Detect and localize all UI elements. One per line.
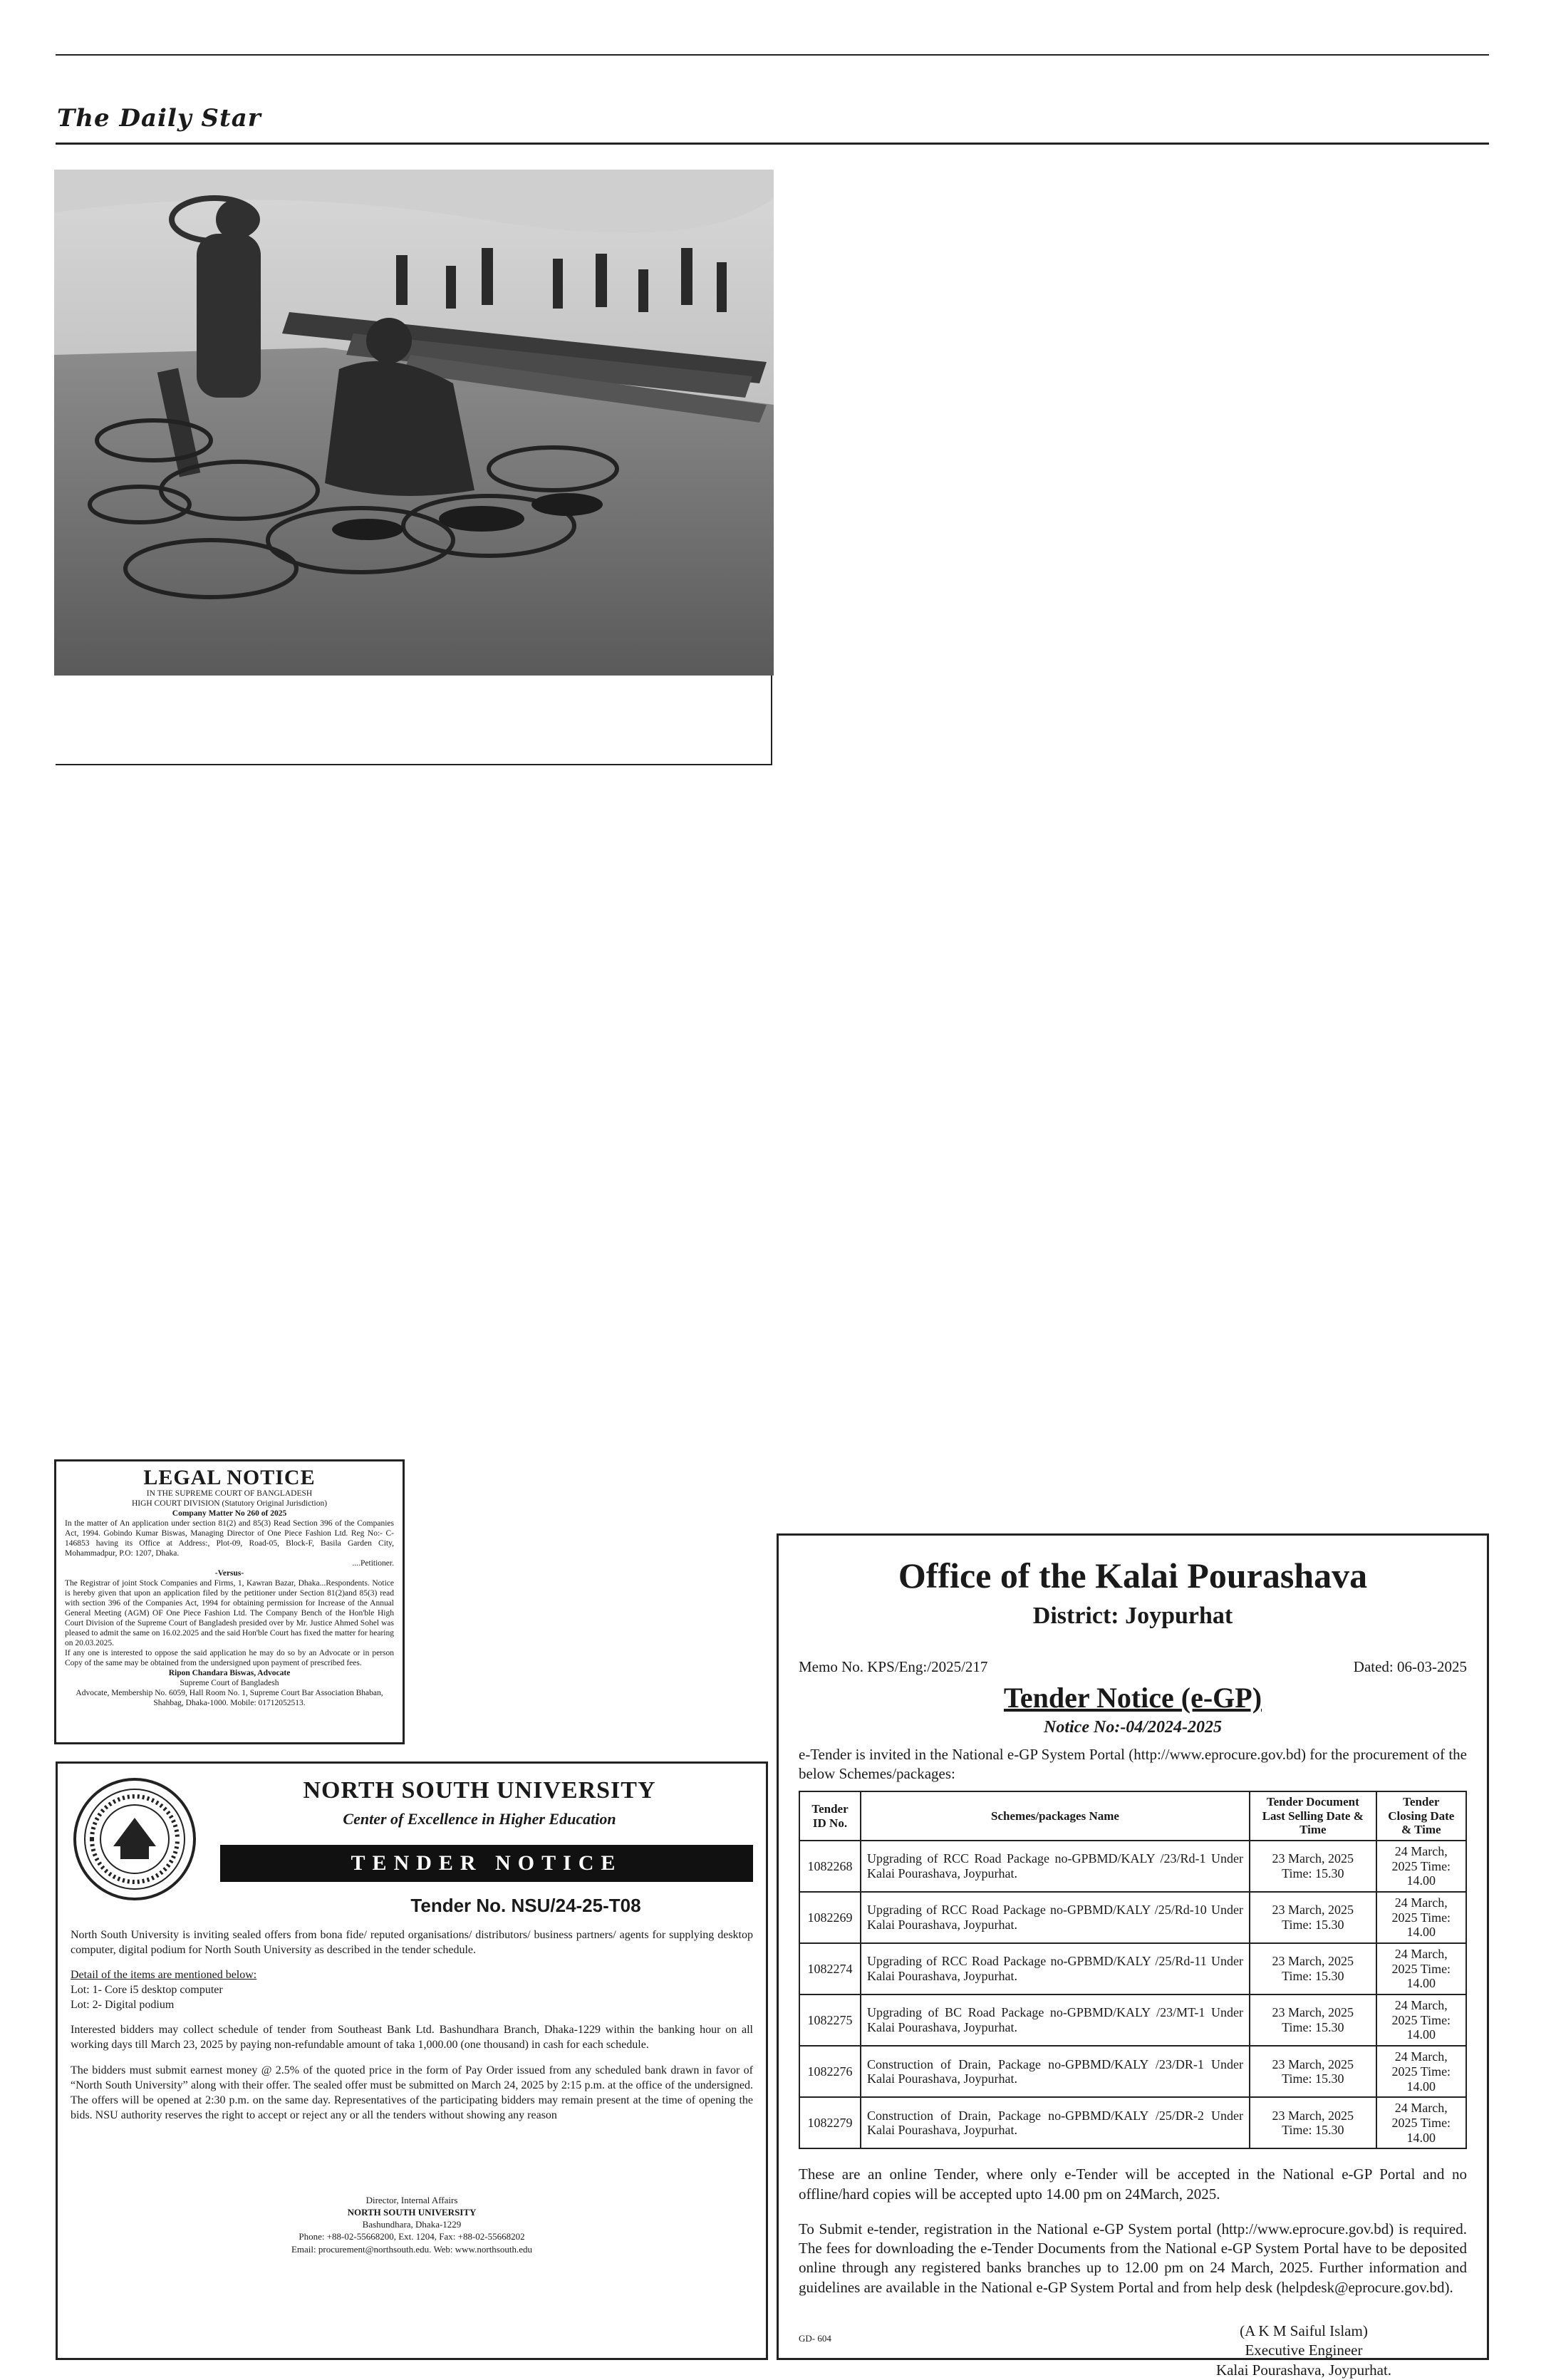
legal-versus: -Versus- <box>214 1569 244 1578</box>
kalai-tender-ad <box>777 1533 1489 2379</box>
cell-sell: 23 March, 2025 Time: 15.30 <box>1250 1994 1376 2046</box>
cell-close: 24 March, 2025 Time: 14.00 <box>1376 1943 1466 1994</box>
nsu-detail-heading: Detail of the items are mentioned below: <box>71 1969 257 1982</box>
legal-matter: Company Matter No 260 of 2025 <box>172 1509 287 1518</box>
kalai-memo: Memo No. KPS/Eng:/2025/217 <box>799 1658 988 1676</box>
kalai-date: Dated: 06-03-2025 <box>1353 1658 1467 1676</box>
kalai-para-2: To Submit e-tender, registration in the National e-GP System portal (http://www.eprocure.gov.bd) is required. The fees for downloading the e-Tender Documents from the National e-GP System Portal have to be deposited online through any registered banks branches up to 12.00 pm on 24 March, 2025. Further information and guidelines are available in the National e-GP System Portal and from help desk (helpdesk@eprocure.gov.bd). <box>799 2220 1467 2296</box>
col-closing-date: Tender Closing Date & Time <box>1376 1791 1466 1841</box>
cell-close: 24 March, 2025 Time: 14.00 <box>1376 1841 1466 1892</box>
table-row <box>799 1994 1466 2046</box>
legal-division: HIGH COURT DIVISION (Statutory Original Jurisdiction) <box>131 1499 328 1509</box>
cell-scheme: Upgrading of RCC Road Package no-GPBMD/KALY /25/Rd-10 Under Kalai Pourashava, Joypurhat. <box>861 1892 1250 1943</box>
nsu-name: NORTH SOUTH UNIVERSITY <box>303 1777 656 1804</box>
nsu-tagline: Center of Excellence in Higher Education <box>343 1809 616 1828</box>
cell-scheme: Upgrading of RCC Road Package no-GPBMD/KALY /25/Rd-11 Under Kalai Pourashava, Joypurhat. <box>861 1943 1250 1994</box>
cell-scheme: Upgrading of BC Road Package no-GPBMD/KALY /23/MT-1 Under Kalai Pourashava, Joypurhat. <box>861 1994 1250 2046</box>
nsu-footer-line-3: Bashundhara, Dhaka-1229 <box>362 2219 462 2230</box>
kalai-para-1: These are an online Tender, where only e-Tender will be accepted in the National e-GP Portal and no offline/hard copies will be accepted upto 14.00 pm on 24March, 2025. <box>799 2166 1467 2203</box>
table-row <box>799 2097 1466 2148</box>
legal-notice-title: LEGAL NOTICE <box>143 1466 316 1489</box>
table-row <box>799 1943 1466 1994</box>
cell-id: 1082276 <box>799 2046 861 2097</box>
nsu-tender-ad <box>56 1761 768 2360</box>
nsu-para-2: Interested bidders may collect schedule of tender from Southeast Bank Ltd. Bashundhara Branch, Dhaka-1229 within the banking hour on all working days till March 23, 2025 by paying non-refundable amount of taka 1,000.00 (one thousand) in cash for each schedule. <box>71 2024 753 2052</box>
cell-id: 1082279 <box>799 2097 861 2148</box>
masthead-logo: The Daily Star <box>57 104 261 133</box>
kalai-sign-title: Executive Engineer <box>1245 2342 1363 2359</box>
legal-sign-1: Ripon Chandara Biswas, Advocate <box>168 1669 291 1678</box>
kalai-sign-office: Kalai Pourashava, Joypurhat. <box>1215 2361 1392 2379</box>
cell-scheme: Upgrading of RCC Road Package no-GPBMD/KALY /23/Rd-1 Under Kalai Pourashava, Joypurhat. <box>861 1841 1250 1892</box>
kalai-office-title: Office of the Kalai Pourashava <box>898 1556 1368 1595</box>
masthead-rule <box>56 143 1489 145</box>
cell-id: 1082269 <box>799 1892 861 1943</box>
legal-para-2: The Registrar of joint Stock Companies and Firms, 1, Kawran Bazar, Dhaka...Respondents. Notice is hereby given that upon an application filed by the petitioner under Section 81(2)and 85(3) read with section 396 of the Companies Act, 1994 for obtaining permission for Increase of the Annual General Meeting (AGM) OF One Piece Fashion Ltd. The Company Bench of the Hon'ble High Court Division of the Supreme Court of Bangladesh presided over by Mr. Justice Ahmed Sohel was pleased to admit the same on 16.02.2025 and the said Hon'ble Court has fixed the matter for hearing on 20.03.2025. <box>65 1579 394 1648</box>
top-rule <box>56 54 1489 56</box>
cell-close: 24 March, 2025 Time: 14.00 <box>1376 2046 1466 2097</box>
cell-scheme: Construction of Drain, Package no-GPBMD/KALY /25/DR-2 Under Kalai Pourashava, Joypurhat. <box>861 2097 1250 2148</box>
col-selling-date: Tender Document Last Selling Date & Time <box>1250 1791 1376 1841</box>
nsu-footer <box>71 2194 753 2255</box>
cell-sell: 23 March, 2025 Time: 15.30 <box>1250 1892 1376 1943</box>
nsu-tender-band: TENDER NOTICE <box>220 1845 753 1882</box>
cell-sell: 23 March, 2025 Time: 15.30 <box>1250 1943 1376 1994</box>
cell-sell: 23 March, 2025 Time: 15.30 <box>1250 2097 1376 2148</box>
col-scheme: Schemes/packages Name <box>861 1791 1250 1841</box>
kalai-tender-table <box>799 1791 1467 2149</box>
table-row <box>799 1841 1466 1892</box>
cell-close: 24 March, 2025 Time: 14.00 <box>1376 1892 1466 1943</box>
table-row <box>799 2046 1466 2097</box>
news-photo <box>54 170 774 676</box>
nsu-footer-line-2: NORTH SOUTH UNIVERSITY <box>347 2207 477 2218</box>
nsu-lot-1: Lot: 1- Core i5 desktop computer <box>71 1984 223 1997</box>
photo-bottom-rule <box>56 764 772 765</box>
kalai-sign-name: (A K M Saiful Islam) <box>1240 2322 1368 2340</box>
legal-court: IN THE SUPREME COURT OF BANGLADESH <box>146 1489 313 1498</box>
nsu-lot-2: Lot: 2- Digital podium <box>71 1999 175 2012</box>
table-row <box>799 1892 1466 1943</box>
kalai-gd-number: GD- 604 <box>799 2333 831 2344</box>
kalai-signature-block <box>1141 2322 1467 2380</box>
nsu-footer-line-1: Director, Internal Affairs <box>365 2195 458 2206</box>
cell-sell: 23 March, 2025 Time: 15.30 <box>1250 2046 1376 2097</box>
cell-scheme: Construction of Drain, Package no-GPBMD/KALY /23/DR-1 Under Kalai Pourashava, Joypurhat. <box>861 2046 1250 2097</box>
kalai-notice-number: Notice No:-04/2024-2025 <box>1044 1718 1222 1737</box>
legal-petitioner: ....Petitioner. <box>352 1559 394 1568</box>
table-header-row <box>799 1791 1466 1841</box>
university-seal-icon <box>71 1775 199 1903</box>
legal-para-1: In the matter of An application under section 81(2) and 85(3) Read Section 396 of the Companies Act, 1994. Gobindo Kumar Biswas, Managing Director of One Piece Fashion Ltd. Reg No:- C-146853 having its Office at Address:, Plot-09, Road-05, Block-F, Basila Garden City, Mohammadpur, P.O: 1207, Dhaka. <box>65 1519 394 1558</box>
kalai-notice-title: Tender Notice (e-GP) <box>1003 1682 1262 1714</box>
legal-para-3: If any one is interested to oppose the said application he may do so by an Advocate or in person Copy of the same may be obtained from the undersigned upon payment of prescribed fees. <box>65 1649 394 1668</box>
cell-close: 24 March, 2025 Time: 14.00 <box>1376 1994 1466 2046</box>
cell-close: 24 March, 2025 Time: 14.00 <box>1376 2097 1466 2148</box>
cell-id: 1082275 <box>799 1994 861 2046</box>
col-tender-id: Tender ID No. <box>799 1791 861 1841</box>
nsu-para-3: The bidders must submit earnest money @ 2.5% of the quoted price in the form of Pay Order issued from any scheduled bank drawn in favor of “North South University” along with their offer. The sealed offer must be submitted on March 24, 2025 by 2:15 p.m. at the office of the undersigned. The offers will be opened at 2:30 p.m. on the same day. Representatives of the participating bidders may remain present at the time of opening the bids. NSU authority reserves the right to accept or reject any or all the tenders without showing any reason <box>71 2064 753 2121</box>
photo-fishermen-icon <box>54 170 774 676</box>
legal-sign-2: Supreme Court of Bangladesh <box>180 1679 279 1688</box>
nsu-para-1: North South University is inviting sealed offers from bona fide/ reputed organisations/ distributors/ business partners/ agents for supplying desktop computer, digital podium for North South University as described in the tender schedule. <box>71 1928 753 1956</box>
kalai-district: District: Joypurhat <box>1032 1603 1233 1629</box>
nsu-footer-line-4: Phone: +88-02-55668200, Ext. 1204, Fax: +88-02-55668202 <box>299 2231 525 2242</box>
legal-notice-ad <box>54 1459 405 1744</box>
nsu-footer-line-5: Email: procurement@northsouth.edu. Web: www.northsouth.edu <box>291 2243 533 2255</box>
cell-id: 1082268 <box>799 1841 861 1892</box>
cell-id: 1082274 <box>799 1943 861 1994</box>
kalai-intro: e-Tender is invited in the National e-GP System Portal (http://www.eprocure.gov.bd) for the procurement of the below Schemes/packages: <box>799 1745 1467 1782</box>
nsu-tender-number: Tender No. NSU/24-25-T08 <box>410 1894 641 1916</box>
cell-sell: 23 March, 2025 Time: 15.30 <box>1250 1841 1376 1892</box>
legal-sign-3: Advocate, Membership No. 6059, Hall Room No. 1, Supreme Court Bar Association Bhaban, Shahbag, Dhaka-1000. Mobile: 01712052513. <box>76 1689 383 1708</box>
